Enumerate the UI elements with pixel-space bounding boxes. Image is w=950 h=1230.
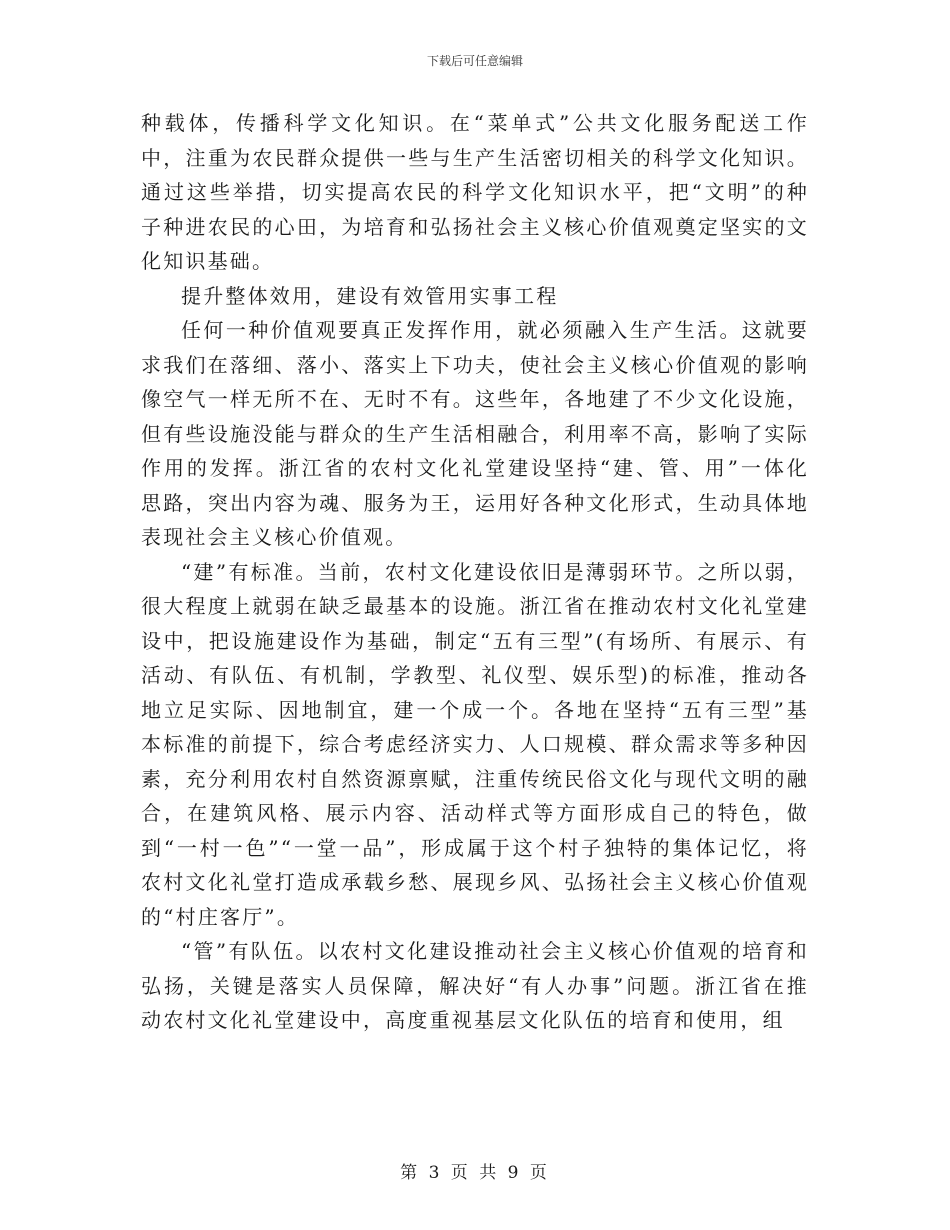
page-number: 第 3 页 共 9 页 <box>400 1163 550 1183</box>
document-body <box>141 106 809 1038</box>
paragraph-4: “管”有队伍。以农村文化建设推动社会主义核心价值观的培育和弘扬，关键是落实人员保障，解决好“有人办事”问题。浙江省在推动农村文化礼堂建设中，高度重视基层文化队伍的培育和使用，组 <box>141 939 809 1032</box>
paragraph-1: 种载体，传播科学文化知识。在“菜单式”公共文化服务配送工作中，注重为农民群众提供一些与生产生活密切相关的科学文化知识。通过这些举措，切实提高农民的科学文化知识水平，把“文明”的种子种进农民的心田，为培育和弘扬社会主义核心价值观奠定坚实的文化知识基础。 <box>141 111 809 273</box>
paragraph-3: “建”有标准。当前，农村文化建设依旧是薄弱环节。之所以弱，很大程度上就弱在缺乏最基本的设施。浙江省在推动农村文化礼堂建设中，把设施建设作为基础，制定“五有三型”(有场所、有展示、有活动、有队伍、有机制，学教型、礼仪型、娱乐型)的标准，推动各地立足实际、因地制宜，建一个成一个。各地在坚持“五有三型”基本标准的前提下，综合考虑经济实力、人口规模、群众需求等多种因素，充分利用农村自然资源禀赋，注重传统民俗文化与现代文明的融合，在建筑风格、展示内容、活动样式等方面形成自己的特色，做到“一村一色”“一堂一品”，形成属于这个村子独特的集体记忆，将农村文化礼堂打造成承载乡愁、展现乡风、弘扬社会主义核心价值观的“村庄客厅”。 <box>141 559 809 929</box>
section-heading: 提升整体效用，建设有效管用实事工程 <box>181 283 559 308</box>
paragraph-2: 任何一种价值观要真正发挥作用，就必须融入生产生活。这就要求我们在落细、落小、落实上下功夫，使社会主义核心价值观的影响像空气一样无所不在、无时不有。这些年，各地建了不少文化设施，但有些设施没能与群众的生产生活相融合，利用率不高，影响了实际作用的发挥。浙江省的农村文化礼堂建设坚持“建、管、用”一体化思路，突出内容为魂、服务为王，运用好各种文化形式，生动具体地表现社会主义核心价值观。 <box>141 318 809 549</box>
page-header: 下载后可任意编辑 <box>426 54 523 68</box>
